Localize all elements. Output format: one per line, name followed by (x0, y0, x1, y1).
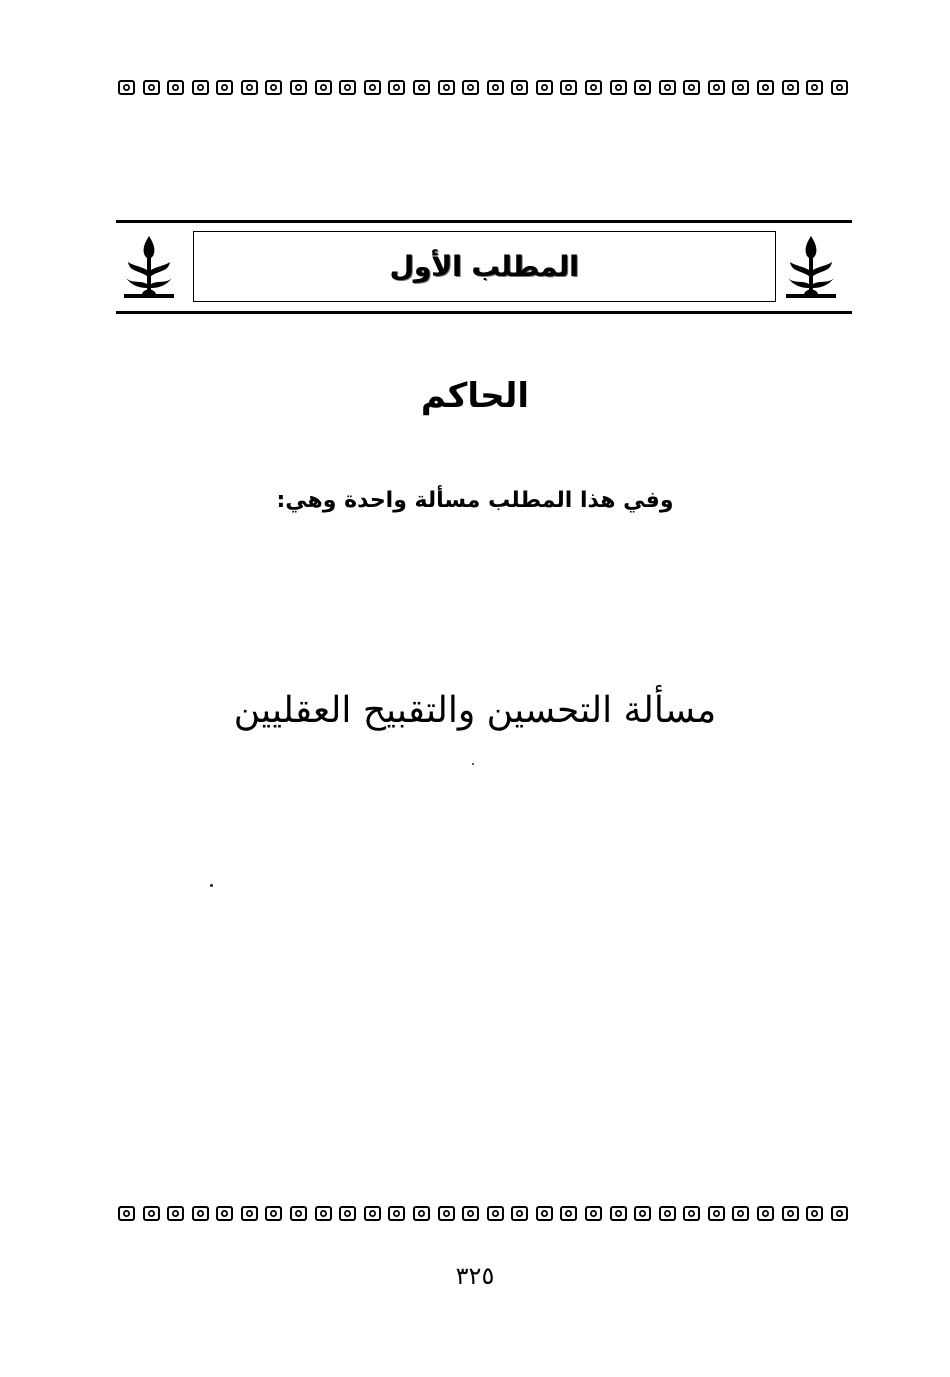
issue-title: مسألة التحسين والتقبيح العقليين (233, 690, 717, 731)
border-ornament-icon (438, 80, 455, 95)
border-ornament-icon (315, 80, 332, 95)
border-ornament-icon (610, 80, 627, 95)
border-ornament-icon (290, 80, 307, 95)
border-ornament-icon (339, 1206, 356, 1221)
border-ornament-icon (585, 80, 602, 95)
border-ornament-icon (265, 1206, 282, 1221)
border-ornament-icon (413, 1206, 430, 1221)
border-ornament-icon (118, 1206, 135, 1221)
border-ornament-icon (708, 1206, 725, 1221)
border-ornament-icon (708, 80, 725, 95)
border-ornament-icon (511, 1206, 528, 1221)
border-ornament-icon (216, 1206, 233, 1221)
border-ornament-icon (462, 1206, 479, 1221)
border-ornament-icon (560, 1206, 577, 1221)
header-rule-top (116, 220, 852, 223)
floral-ornament-icon (120, 232, 178, 304)
border-ornament-icon (438, 1206, 455, 1221)
border-ornament-icon (265, 80, 282, 95)
border-ornament-icon (831, 80, 848, 95)
scan-speck (210, 884, 213, 887)
border-ornament-icon (413, 80, 430, 95)
border-ornament-icon (831, 1206, 848, 1221)
scan-speck (472, 763, 474, 765)
border-ornament-icon (192, 1206, 209, 1221)
border-ornament-icon (536, 80, 553, 95)
border-ornament-icon (241, 80, 258, 95)
border-ornament-icon (683, 80, 700, 95)
border-ornament-icon (462, 80, 479, 95)
border-ornament-icon (487, 80, 504, 95)
header-rule-bottom (116, 311, 852, 314)
section-heading: المطلب الأول (389, 250, 580, 283)
border-ornament-icon (241, 1206, 258, 1221)
border-ornament-icon (167, 80, 184, 95)
border-ornament-icon (757, 80, 774, 95)
page-number: ٣٢٥ (455, 1262, 495, 1290)
border-ornament-icon (290, 1206, 307, 1221)
border-ornament-icon (659, 80, 676, 95)
border-ornament-icon (143, 80, 160, 95)
floral-ornament-icon (782, 232, 840, 304)
border-ornament-icon (364, 1206, 381, 1221)
border-ornament-icon (610, 1206, 627, 1221)
border-ornament-icon (683, 1206, 700, 1221)
border-ornament-icon (536, 1206, 553, 1221)
border-ornament-icon (634, 80, 651, 95)
border-ornament-icon (782, 1206, 799, 1221)
border-ornament-icon (388, 1206, 405, 1221)
border-ornament-icon (167, 1206, 184, 1221)
border-ornament-icon (118, 80, 135, 95)
border-ornament-icon (806, 1206, 823, 1221)
border-ornament-icon (634, 1206, 651, 1221)
top-ornamental-border (118, 78, 848, 96)
border-ornament-icon (216, 80, 233, 95)
border-ornament-icon (732, 1206, 749, 1221)
border-ornament-icon (487, 1206, 504, 1221)
border-ornament-icon (143, 1206, 160, 1221)
border-ornament-icon (315, 1206, 332, 1221)
border-ornament-icon (339, 80, 356, 95)
border-ornament-icon (757, 1206, 774, 1221)
border-ornament-icon (388, 80, 405, 95)
section-heading-box (193, 231, 776, 302)
border-ornament-icon (732, 80, 749, 95)
border-ornament-icon (511, 80, 528, 95)
border-ornament-icon (782, 80, 799, 95)
border-ornament-icon (192, 80, 209, 95)
border-ornament-icon (585, 1206, 602, 1221)
chapter-title: الحاكم (420, 376, 530, 416)
border-ornament-icon (364, 80, 381, 95)
bottom-ornamental-border (118, 1204, 848, 1222)
border-ornament-icon (560, 80, 577, 95)
intro-text: وفي هذا المطلب مسألة واحدة وهي: (276, 488, 674, 513)
border-ornament-icon (659, 1206, 676, 1221)
border-ornament-icon (806, 80, 823, 95)
